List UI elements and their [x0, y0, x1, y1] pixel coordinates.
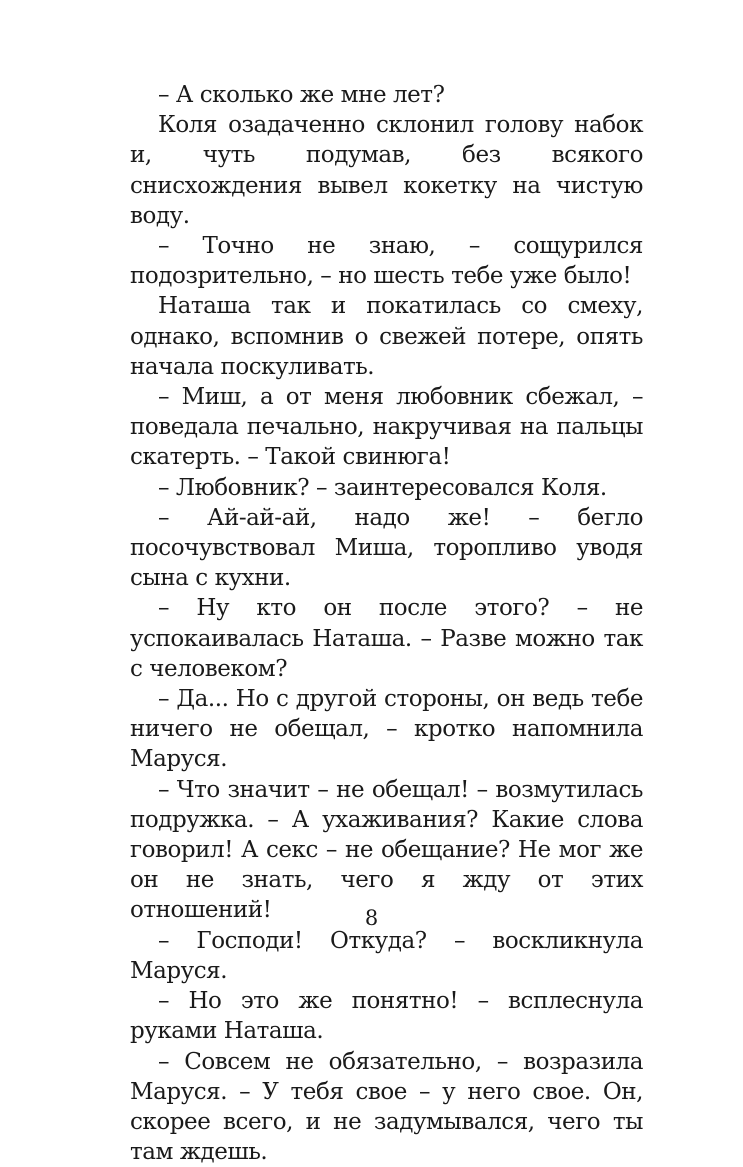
paragraph: – Миш, а от меня любовник сбежал, – поведала печально, накручивая на пальцы скатерть. – Такой свинюга! [130, 382, 643, 473]
paragraph: – Любовник? – заинтересовался Коля. [130, 473, 643, 503]
paragraph: Коля озадаченно склонил голову набок и, чуть подумав, без всякого снисхождения вывел кокетку на чистую воду. [130, 110, 643, 231]
paragraph: – Ну кто он после этого? – не успокаивалась Наташа. – Разве можно так с человеком? [130, 593, 643, 684]
paragraph: Наташа так и покатилась со смеху, однако, вспомнив о свежей потере, опять начала поскуливать. [130, 291, 643, 382]
paragraph: – Ай-ай-ай, надо же! – бегло посочувствовал Миша, торопливо уводя сына с кухни. [130, 503, 643, 594]
page-number: 8 [0, 904, 743, 932]
paragraph: – Да... Но с другой стороны, он ведь тебе ничего не обещал, – кротко напомнила Маруся. [130, 684, 643, 775]
paragraph: – Господи! Откуда? – воскликнула Маруся. [130, 926, 643, 986]
paragraph: – Что значит – не обещал! – возмутилась подружка. – А ухаживания? Какие слова говорил! А секс – не обещание? Не мог же он не знать, чего я жду от этих отношений! [130, 775, 643, 926]
paragraph: – А сколько же мне лет? [130, 80, 643, 110]
paragraph: – Точно не знаю, – сощурился подозрительно, – но шесть тебе уже было! [130, 231, 643, 291]
paragraph: – Но это же понятно! – всплеснула руками Наташа. [130, 986, 643, 1046]
paragraph: – Совсем не обязательно, – возразила Маруся. – У тебя свое – у него свое. Он, скорее всего, и не задумывался, чего ты там ждешь. [130, 1047, 643, 1167]
body-text [130, 80, 643, 1167]
